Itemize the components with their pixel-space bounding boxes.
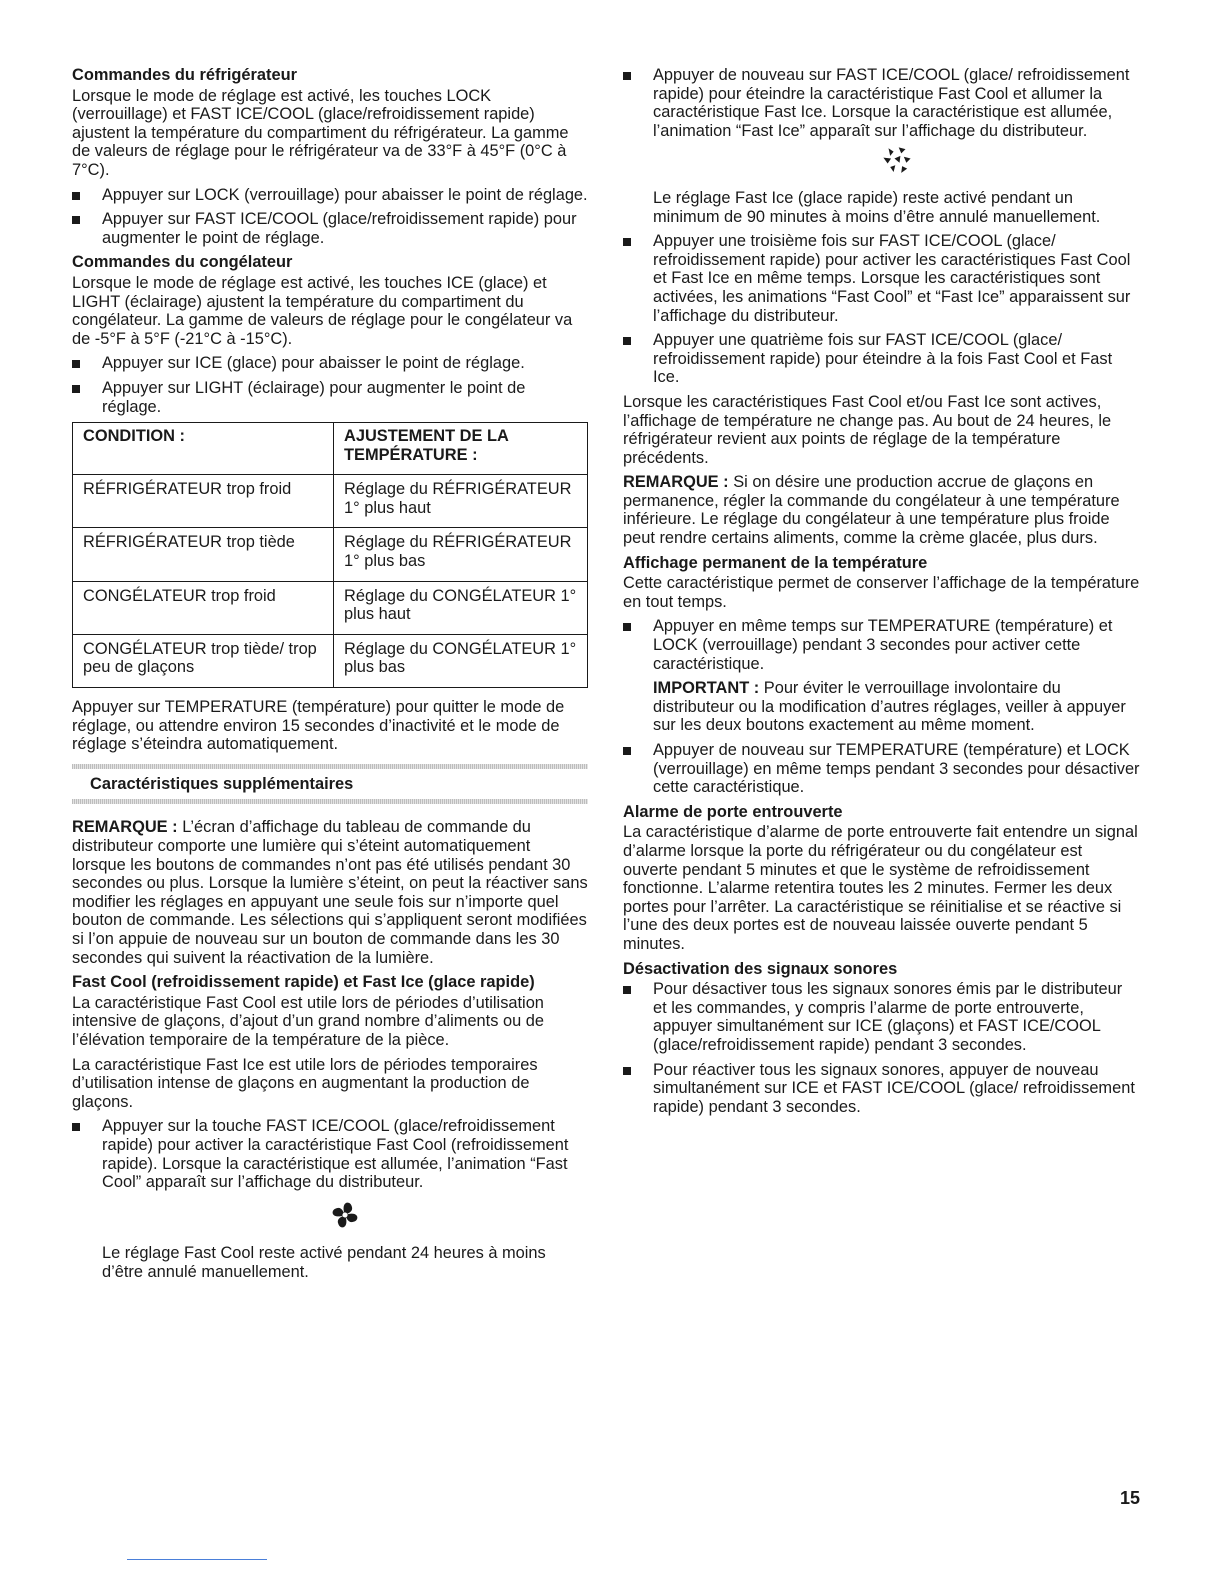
left-column — [72, 66, 588, 1287]
table-header-row — [73, 423, 588, 475]
remark-text: Si on désire une production accrue de glaçons en permanence, régler la commande du congélateur à une température inférieure. Le réglage du congélateur à une température plus froide peut rendre certains aliments, comme la crème glacée, plus durs. — [623, 473, 1120, 548]
paragraph-fridge-controls: Lorsque le mode de réglage est activé, les touches LOCK (verrouillage) et FAST ICE/COOL (glace/refroidissement rapide) ajustent la température du compartiment du réfrigérateur. La gamme de valeurs de réglage pour le réfrigérateur va de 33°F à 45°F (0°C à 7°C). — [72, 86, 569, 179]
bullet-freezer-ice: Appuyer sur ICE (glace) pour abaisser le point de réglage. — [72, 354, 588, 373]
right-column — [623, 66, 1140, 1122]
paragraph-fast-cool: La caractéristique Fast Cool est utile lors de périodes d’utilisation intensive de glaçons, d’ajout d’un grand nombre d’aliments ou de l’élévation temporaire de la température de la pièce. — [72, 993, 544, 1049]
ice-cubes-icon-graphic — [880, 146, 914, 176]
paragraph-important — [623, 679, 1140, 735]
heading-freezer-controls: Commandes du congélateur — [72, 253, 293, 272]
table-cell: Réglage du RÉFRIGÉRATEUR 1° plus bas — [334, 528, 588, 581]
page-number: 15 — [1120, 1488, 1141, 1508]
table-header-adjustment: AJUSTEMENT DE LA TEMPÉRATURE : — [334, 423, 588, 475]
table-row — [73, 581, 588, 634]
paragraph-quit-setting: Appuyer sur TEMPERATURE (température) pour quitter le mode de réglage, ou attendre environ 15 secondes d’inactivité et le mode de réglage s’éteindra automatiquement. — [72, 698, 565, 754]
table-cell: Réglage du RÉFRIGÉRATEUR 1° plus haut — [334, 475, 588, 528]
bullet-fast-both: Appuyer une troisième fois sur FAST ICE/COOL (glace/ refroidissement rapide) pour activer les caractéristiques Fast Cool et Fast Ice en même temps. Lorsque les caractéristiques sont activées, les animations “Fast Cool” et “Fast Ice” apparaissent sur l’affichage du distributeur. — [623, 232, 1140, 325]
paragraph-door-alarm: La caractéristique d’alarme de porte entrouverte fait entendre un signal d’alarme lorsque la porte du réfrigérateur ou du congélateur est ouverte pendant 5 minutes et que le système de refroidissement fonctionne. L’alarme retentira toutes les 2 minutes. Fermer les deux portes pour l’arrêter. La caractéristique se réinitialise et se réactive si l’une des deux portes est de nouveau laissée ouverte pendant 5 minutes. — [623, 823, 1138, 953]
fan-icon — [72, 1198, 588, 1237]
fan-icon-graphic — [328, 1198, 362, 1232]
ice-cubes-icon — [623, 146, 1140, 181]
bullet-fridge-fast: Appuyer sur FAST ICE/COOL (glace/refroidissement rapide) pour augmenter le point de réglage. — [72, 210, 588, 247]
table-row — [73, 475, 588, 528]
bullet-freezer-light: Appuyer sur LIGHT (éclairage) pour augmenter le point de réglage. — [72, 379, 588, 416]
condition-table — [72, 422, 588, 688]
paragraph-fast-ice: La caractéristique Fast Ice est utile lors de périodes temporaires d’utilisation intense de glaçons en augmentant la production de glaçons. — [72, 1055, 538, 1111]
remark-label: REMARQUE : — [623, 473, 729, 492]
table-cell: CONGÉLATEUR trop froid — [73, 581, 334, 634]
paragraph-fast-active: Lorsque les caractéristiques Fast Cool et/ou Fast Ice sont actives, l’affichage de température ne change pas. Au bout de 24 heures, le réfrigérateur revient aux points de réglage de la température précédents. — [623, 392, 1112, 467]
bullet-display-activate: Appuyer en même temps sur TEMPERATURE (température) et LOCK (verrouillage) pendant 3 secondes pour activer cette caractéristique. — [623, 617, 1140, 673]
remark-label: REMARQUE : — [72, 818, 178, 837]
heading-door-alarm: Alarme de porte entrouverte — [623, 802, 843, 821]
heading-fridge-controls: Commandes du réfrigérateur — [72, 66, 297, 84]
table-cell: RÉFRIGÉRATEUR trop tiède — [73, 528, 334, 581]
bullet-fast-off: Appuyer une quatrième fois sur FAST ICE/COOL (glace/ refroidissement rapide) pour éteindre à la fois Fast Cool et Fast Ice. — [623, 331, 1140, 387]
heading-sound-off: Désactivation des signaux sonores — [623, 959, 898, 978]
bullet-sound-off: Pour désactiver tous les signaux sonores émis par le distributeur et les commandes, y compris l’alarme de porte entrouverte, appuyer simultanément sur ICE (glaçons) et FAST ICE/COOL (glace/refroidissement rapide) pendant 3 secondes. — [623, 980, 1140, 1054]
table-cell: Réglage du CONGÉLATEUR 1° plus haut — [334, 581, 588, 634]
table-cell: RÉFRIGÉRATEUR trop froid — [73, 475, 334, 528]
paragraph-permanent-display: Cette caractéristique permet de conserver l’affichage de la température en tout temps. — [623, 574, 1140, 611]
paragraph-freezer-controls: Lorsque le mode de réglage est activé, les touches ICE (glace) et LIGHT (éclairage) ajustent la température du compartiment du congélateur. La gamme de valeurs de réglage pour le congélateur va de -5°F à 5°F (-21°C à -15°C). — [72, 273, 573, 348]
important-label: IMPORTANT : — [653, 679, 760, 698]
remark-text: L’écran d’affichage du tableau de commande du distributeur comporte une lumière qui s’éteint automatiquement lorsque les boutons de commandes n’ont pas été utilisés pendant 30 secondes ou plus. Lorsque la lumière s’éteint, on peut la réactiver sans modifier les réglages en appuyant une seule fois sur n’importe quel bouton de commande. Les sélections qui s’appliquent seront modifiées si l’on appuie de nouveau sur un bouton de commande dans les 30 secondes qui suivent la réactivation de la lumière. — [72, 818, 588, 967]
paragraph-fast-cool-note: Le réglage Fast Cool reste activé pendant 24 heures à moins d’être annulé manuellement. — [102, 1244, 546, 1281]
footer-line — [127, 1559, 267, 1560]
bullet-sound-on: Pour réactiver tous les signaux sonores, appuyer de nouveau simultanément sur ICE et FAST ICE/COOL (glace/ refroidissement rapide) pendant 3 secondes. — [623, 1061, 1140, 1117]
bullet-fast-cool-activate: Appuyer sur la touche FAST ICE/COOL (glace/refroidissement rapide) pour activer la caractéristique Fast Cool (refroidissement rapide). Lorsque la caractéristique est allumée, l’animation “Fast Cool” apparaît sur l’affichage du distributeur. — [72, 1117, 588, 1191]
section-title: Caractéristiques supplémentaires — [90, 774, 354, 793]
bullet-display-deactivate: Appuyer de nouveau sur TEMPERATURE (température) et LOCK (verrouillage) en même temps pendant 3 secondes pour désactiver cette caractéristique. — [623, 741, 1140, 797]
table-cell: Réglage du CONGÉLATEUR 1° plus bas — [334, 634, 588, 687]
section-banner — [72, 764, 588, 805]
paragraph-remark-display — [72, 818, 588, 967]
bullet-fast-ice-activate: Appuyer de nouveau sur FAST ICE/COOL (glace/ refroidissement rapide) pour éteindre la caractéristique Fast Cool et allumer la caractéristique Fast Ice. Lorsque la caractéristique est allumée, l’animation “Fast Ice” apparaît sur l’affichage du distributeur. — [623, 66, 1140, 140]
heading-fast-cool-ice: Fast Cool (refroidissement rapide) et Fast Ice (glace rapide) — [72, 973, 535, 992]
table-row — [73, 528, 588, 581]
table-header-condition: CONDITION : — [73, 423, 334, 475]
heading-permanent-display: Affichage permanent de la température — [623, 553, 928, 572]
important-text: Pour éviter le verrouillage involontaire du distributeur ou la modification d’autres réglages, veiller à appuyer sur les deux boutons exactement au même moment. — [653, 679, 1126, 735]
paragraph-remark-ice — [623, 473, 1140, 547]
paragraph-fast-ice-note: Le réglage Fast Ice (glace rapide) reste activé pendant un minimum de 90 minutes à moins d’être annulé manuellement. — [653, 188, 1101, 226]
table-row — [73, 634, 588, 687]
bullet-fridge-lock: Appuyer sur LOCK (verrouillage) pour abaisser le point de réglage. — [72, 186, 588, 205]
section-divider-bottom — [72, 799, 588, 804]
table-cell: CONGÉLATEUR trop tiède/ trop peu de glaçons — [73, 634, 334, 687]
